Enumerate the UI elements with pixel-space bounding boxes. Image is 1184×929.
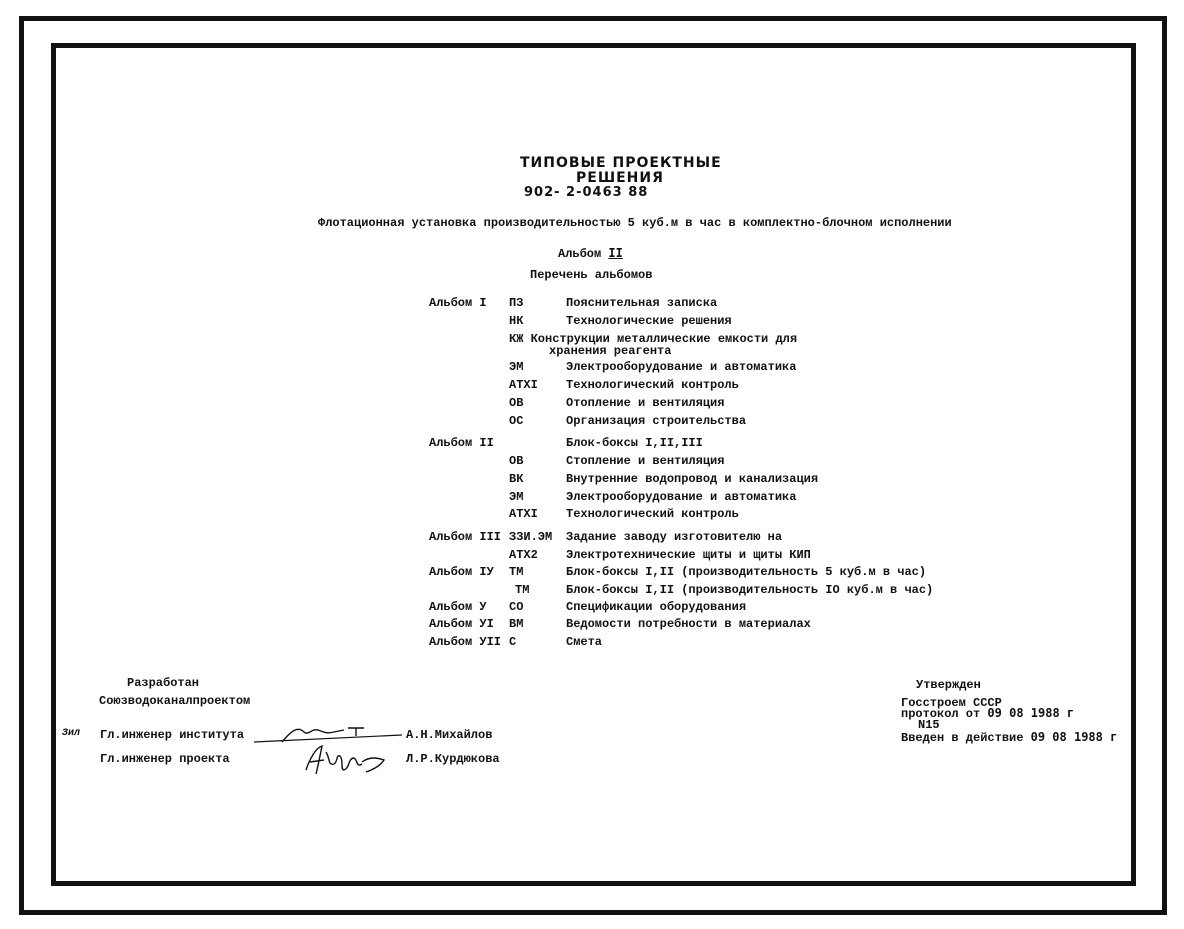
album-desc-line-2: хранения реагента xyxy=(549,344,672,358)
album-name: Альбом I xyxy=(429,296,487,310)
document-subject: Флотационная установка производительностью 5 куб.м в час в комплектно-блочном исполнении xyxy=(318,216,952,230)
protocol-number: N15 xyxy=(918,718,940,732)
album-code: НК xyxy=(509,314,524,328)
initial-mark: Зил xyxy=(62,728,81,739)
album-code: ТМ xyxy=(515,583,530,597)
album-desc: Технологический контроль xyxy=(566,507,739,521)
album-code: ОВ xyxy=(509,396,524,410)
chief-engineer-institute-label: Гл.инженер института xyxy=(100,728,245,742)
album-desc: Ведомости потребности в материалах xyxy=(566,617,811,631)
album-code: СО xyxy=(509,600,524,614)
title-line-1: ТИПОВЫЕ ПРОЕКТНЫЕ xyxy=(520,155,722,171)
album-name: Альбом У xyxy=(429,600,487,614)
album-code: ОВ xyxy=(509,454,524,468)
approved-org: Госстроем СССР xyxy=(901,696,1002,710)
approved-label: Утвержден xyxy=(916,678,981,692)
album-code: АТХI xyxy=(509,507,538,521)
album-desc: Технологический контроль xyxy=(566,378,739,392)
album-desc: Блок-боксы I,II (производительность IO куб.м в час) xyxy=(566,583,934,597)
album-desc: Стопление и вентиляция xyxy=(566,454,725,468)
album-code: ЭМ xyxy=(509,360,524,374)
album-heading-number: II xyxy=(608,246,623,260)
album-code: ВМ xyxy=(509,617,524,631)
album-desc: Смета xyxy=(566,635,603,649)
album-code: ОС xyxy=(509,414,524,428)
album-desc: Электрооборудование и автоматика xyxy=(566,360,797,374)
album-heading xyxy=(558,246,623,261)
album-code: ЗЗИ.ЭМ xyxy=(509,530,553,544)
signature-project xyxy=(300,740,390,782)
album-desc: Электротехнические щиты и щиты КИП xyxy=(566,548,811,562)
album-desc: Электрооборудование и автоматика xyxy=(566,490,797,504)
album-code: ТМ xyxy=(509,565,524,579)
album-code: АТХ2 xyxy=(509,548,538,562)
album-desc: Блок-боксы I,II (производительность 5 куб.м в час) xyxy=(566,565,927,579)
album-name: Альбом III xyxy=(429,530,502,544)
developed-org: Союзводоканалпроектом xyxy=(99,694,251,708)
album-desc: Пояснительная записка xyxy=(566,296,718,310)
chief-engineer-project-name: Л.Р.Курдюкова xyxy=(406,752,500,766)
album-name: Альбом IУ xyxy=(429,565,494,579)
album-desc xyxy=(509,332,797,357)
effective-date: 09 08 1988 г xyxy=(1030,730,1118,744)
album-code: ЭМ xyxy=(509,490,524,504)
album-code: ПЗ xyxy=(509,296,524,310)
album-heading-label: Альбом xyxy=(558,247,602,261)
album-desc-line-1: КЖ Конструкции металлические емкости для xyxy=(509,332,798,346)
protocol-label: протокол от xyxy=(901,707,981,721)
developed-label: Разработан xyxy=(127,676,200,690)
album-list xyxy=(429,296,989,656)
document-code: 902- 2-0463 88 xyxy=(524,185,649,200)
effective xyxy=(901,730,1117,745)
effective-label: Введен в действие xyxy=(901,731,1024,745)
protocol-date: 09 08 1988 г xyxy=(987,706,1075,720)
album-desc: Технологические решения xyxy=(566,314,732,328)
album-desc: Отопление и вентиляция xyxy=(566,396,725,410)
album-desc: Внутренние водопровод и канализация xyxy=(566,472,819,486)
album-desc: Организация строительства xyxy=(566,414,747,428)
album-name: Альбом УI xyxy=(429,617,494,631)
album-code: ВК xyxy=(509,472,524,486)
album-desc: Задание заводу изготовителю на xyxy=(566,530,783,544)
album-code: С xyxy=(509,635,517,649)
chief-engineer-institute-name: А.Н.Михайлов xyxy=(406,728,493,742)
list-heading: Перечень альбомов xyxy=(530,268,653,282)
title-line-2: РЕШЕНИЯ xyxy=(576,170,664,186)
album-name: Альбом УII xyxy=(429,635,502,649)
chief-engineer-project-label: Гл.инженер проекта xyxy=(100,752,230,766)
album-name: Альбом II xyxy=(429,436,494,450)
album-desc: Спецификации оборудования xyxy=(566,600,747,614)
album-code: АТХI xyxy=(509,378,538,392)
album-desc: Блок-боксы I,II,III xyxy=(566,436,703,450)
